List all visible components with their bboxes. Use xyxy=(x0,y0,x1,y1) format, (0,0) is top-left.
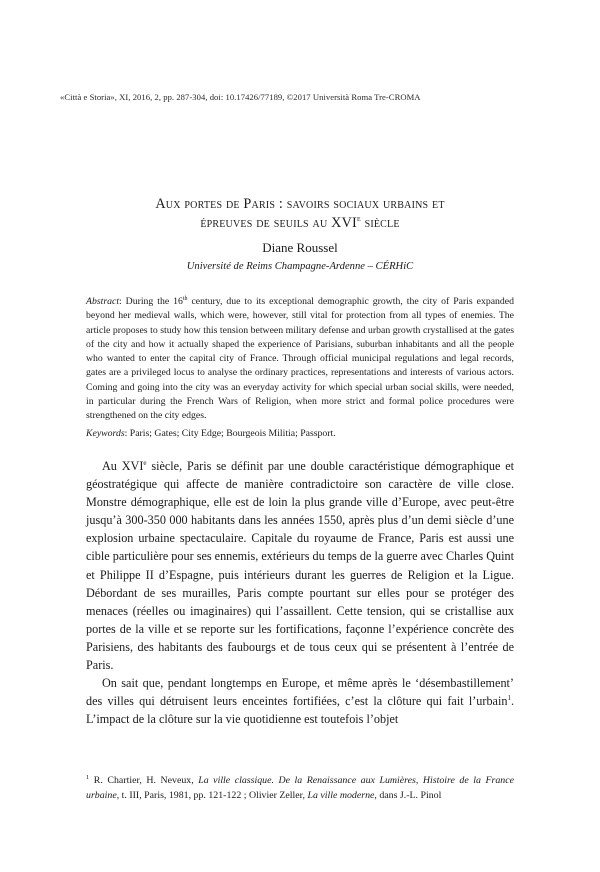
title-line-2: épreuves de seuils au XVIe siècle xyxy=(200,214,400,231)
title-line-1: Aux portes de Paris : savoirs sociaux urbains et xyxy=(155,196,445,212)
body-text xyxy=(86,457,514,728)
author-name: Diane Roussel xyxy=(262,240,338,255)
paragraph-1: Au XVIe siècle, Paris se définit par une double caractéristique démographique et géostratégique qui affecte de manière contradictoire son caractère de ville close. Monstre démographique, elle est de loin la plus grande ville d’Europe, avec peut-être jusqu’à 300-350 000 habitants dans les années 1550, après plus d’un demi siècle d’une explosion urbaine spectaculaire. Capitale du royaume de France, Paris est aussi une cible particulière pour ses ennemis, extérieurs du temps de la guerre avec Charles Quint et Philippe II d’Espagne, puis intérieurs durant les guerres de Religion et la Ligue. Débordant de ses murailles, Paris compte pourtant sur elles pour se protéger des menaces (réelles ou imaginaires) qui l’assaillent. Cette tension, qui se cristallise aux portes de la ville et se reporte sur les fortifications, façonne l’expérience concrète des Parisiens, des habitants des faubourgs et de tous ceux qui se présentent à l’entrée de Paris. xyxy=(86,459,514,673)
article-title xyxy=(70,195,530,233)
abstract-label: Abstract xyxy=(86,296,120,307)
footnote-1: $^1$ R. Chartier, H. Neveux, La ville classique. De la Renaissance aux Lumières, Histoire de la France urbaine, t. III, Paris, 1981, pp. 121-122 ; Olivier Zeller, La ville moderne, dans J.-L. Pinol xyxy=(86,774,514,801)
abstract: Abstract: During the 16th century, due to its exceptional demographic growth, the city of Paris expanded beyond her medieval walls, which were, however, still vital for protection from all types of enemies. The article proposes to study how this tension between military defense and urban growth crystallised at the gates of the city and how it actually shaped the experience of Parisians, suburban inhabitants and all the people who wanted to enter the capital city of France. Through official municipal regulations and legal records, gates are a privileged locus to analyse the ordinary practices, representations and interests of various actors. Coming and going into the city was an everyday activity for which special urban social skills, were needed, in particular during the French Wars of Religion, when more strict and formal police procedures were strengthened on the city edges. xyxy=(86,296,514,422)
keywords-label: Keywords xyxy=(86,428,125,439)
keywords-text: : Paris; Gates; City Edge; Bourgeois Militia; Passport. xyxy=(124,428,336,439)
running-header: «Città e Storia», XI, 2016, 2, pp. 287-304, doi: 10.17426/77189, ©2017 Università Roma Tre-CROMA xyxy=(60,92,421,102)
abstract-text: century, due to its exceptional demographic growth, the city of Paris expanded beyond her medieval walls, which were, however, still vital for protection from all types of enemies. The article proposes to study how this tension between military defense and urban growth crystallised at the gates of the city and how it actually shaped the experience of Parisians, suburban inhabitants and all the people who wanted to enter the capital city of France. Through official municipal regulations and legal records, gates are a privileged locus to analyse the ordinary practices, representations and interests of various actors. Coming and going into the city was an everyday activity for which special urban social skills, were needed, in particular during the French Wars of Religion, when more strict and formal police procedures were strengthened on the city edges. xyxy=(86,296,514,422)
paragraph-2: On sait que, pendant longtemps en Europe, et même après le ‘désembastillement’ des villes qui détruisent leurs enceintes fortifiées, c’est la clôture qui fait l’urbain$^1$. L’impact de la clôture sur la vie quotidienne est toutefois l’objet xyxy=(86,676,514,727)
footnote-ref-1[interactable]: 1 xyxy=(507,694,511,703)
author-affiliation: Université de Reims Champagne-Ardenne – CÉRHiC xyxy=(186,261,414,272)
keywords xyxy=(86,427,514,441)
